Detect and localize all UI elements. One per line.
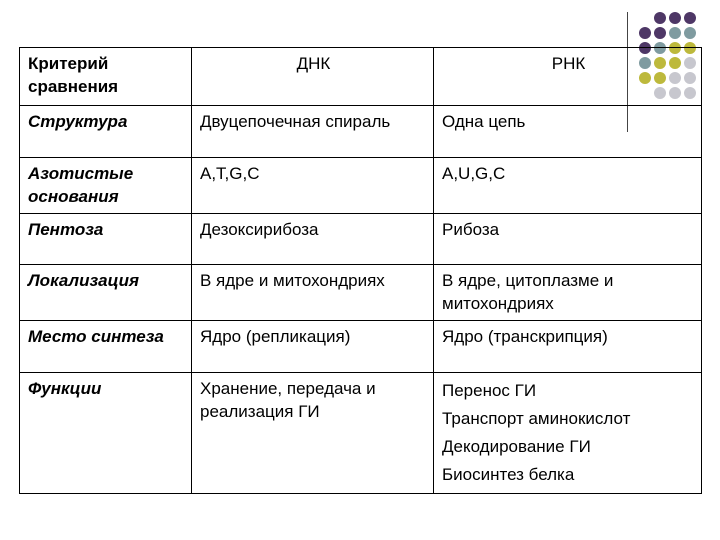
header-rna-cell: РНК [434,48,702,106]
table-row [20,106,702,158]
rna-cell: Одна цепь [434,106,702,158]
function-item: Перенос ГИ [442,381,537,400]
criterion-cell: Азотистые основания [20,158,192,214]
dna-cell: Хранение, передача и реализация ГИ [192,373,434,494]
table-row [20,214,702,265]
criterion-cell: Пентоза [20,214,192,265]
table-row [20,321,702,373]
dna-cell: Ядро (репликация) [192,321,434,373]
criterion-cell: Структура [20,106,192,158]
decorative-dot [684,12,696,24]
decorative-dot [669,12,681,24]
dna-cell: Дезоксирибоза [192,214,434,265]
dna-cell: В ядре и митохондриях [192,265,434,321]
function-item: Транспорт аминокислот [442,409,631,428]
criterion-cell: Локализация [20,265,192,321]
decorative-dot [654,12,666,24]
dna-cell: Двуцепочечная спираль [192,106,434,158]
rna-functions-cell [434,373,702,494]
rna-cell: В ядре, цитоплазме и митохондриях [434,265,702,321]
function-item: Биосинтез белка [442,465,575,484]
decorative-dot [684,27,696,39]
decorative-dot [654,27,666,39]
criterion-cell: Место синтеза [20,321,192,373]
table-header-row [20,48,702,106]
dna-cell: A,T,G,C [192,158,434,214]
table-row [20,373,702,494]
decorative-dot [669,27,681,39]
rna-cell: Ядро (транскрипция) [434,321,702,373]
table-row [20,158,702,214]
header-criterion-cell: Критерий сравнения [20,48,192,106]
function-item: Декодирование ГИ [442,437,591,456]
rna-cell: A,U,G,C [434,158,702,214]
table-row [20,265,702,321]
decorative-dot [639,27,651,39]
header-dna-cell: ДНК [192,48,434,106]
criterion-cell: Функции [20,373,192,494]
rna-cell: Рибоза [434,214,702,265]
comparison-table [19,47,702,494]
